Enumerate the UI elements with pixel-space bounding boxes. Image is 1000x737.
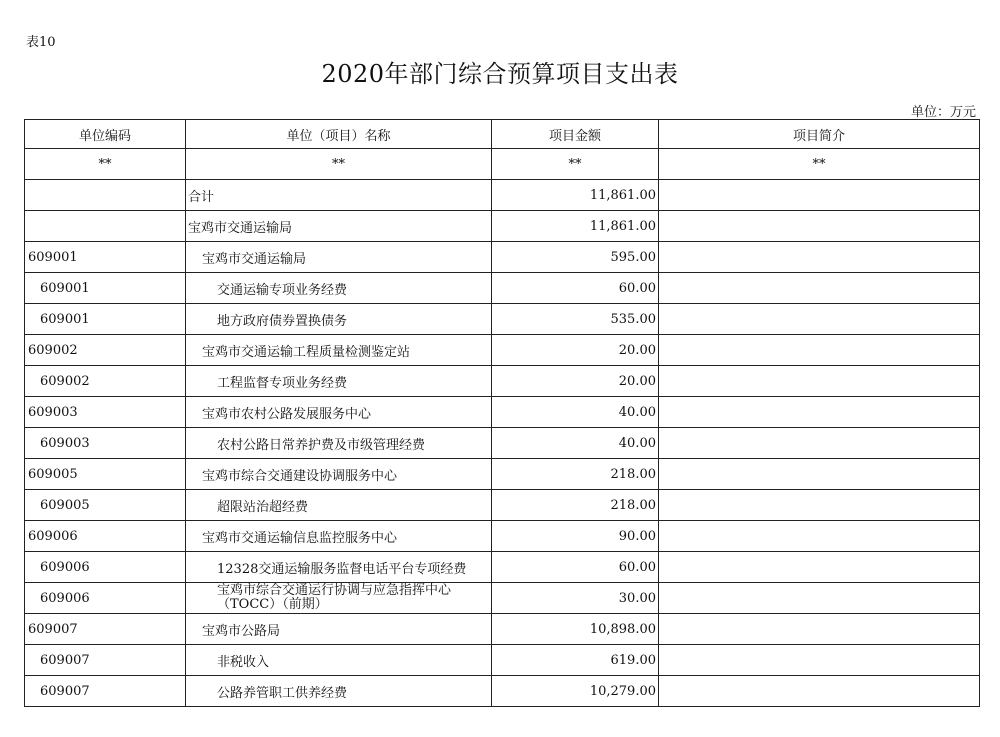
unit-name-cell: 交通运输专项业务经费 [186, 273, 492, 304]
amount-cell: 218.00 [492, 490, 659, 521]
intro-cell [659, 428, 980, 459]
unit-code-cell: 609007 [25, 645, 186, 676]
unit-name-cell: 农村公路日常养护费及市级管理经费 [186, 428, 492, 459]
intro-cell [659, 583, 980, 614]
amount-cell: 40.00 [492, 397, 659, 428]
intro-cell [659, 397, 980, 428]
unit-code-cell [25, 180, 186, 211]
header-unit-code: 单位编码 [25, 120, 186, 149]
amount-cell: 10,279.00 [492, 676, 659, 707]
unit-name-cell: 宝鸡市交通运输信息监控服务中心 [186, 521, 492, 552]
amount-cell: 40.00 [492, 428, 659, 459]
intro-cell [659, 614, 980, 645]
stars-cell: ** [25, 149, 186, 180]
table-row [25, 521, 980, 552]
intro-cell [659, 180, 980, 211]
table-row [25, 490, 980, 521]
amount-cell: 60.00 [492, 552, 659, 583]
placeholder-row [25, 149, 980, 180]
unit-code-cell: 609007 [25, 676, 186, 707]
unit-name-cell: 工程监督专项业务经费 [186, 366, 492, 397]
intro-cell [659, 335, 980, 366]
unit-code-cell: 609001 [25, 273, 186, 304]
unit-name-cell: 地方政府债券置换债务 [186, 304, 492, 335]
unit-name-cell: 超限站治超经费 [186, 490, 492, 521]
header-intro: 项目简介 [659, 120, 980, 149]
intro-cell [659, 366, 980, 397]
amount-cell: 619.00 [492, 645, 659, 676]
header-unit-name: 单位（项目）名称 [186, 120, 492, 149]
table-row [25, 583, 980, 614]
unit-code-cell: 609006 [25, 521, 186, 552]
table-row [25, 304, 980, 335]
unit-name-cell: 宝鸡市交通运输工程质量检测鉴定站 [186, 335, 492, 366]
amount-cell: 11,861.00 [492, 211, 659, 242]
amount-cell: 20.00 [492, 335, 659, 366]
table-row [25, 242, 980, 273]
unit-code-cell: 609001 [25, 242, 186, 273]
table-number: 表10 [26, 35, 56, 50]
intro-cell [659, 490, 980, 521]
intro-cell [659, 676, 980, 707]
table-row [25, 335, 980, 366]
amount-cell: 10,898.00 [492, 614, 659, 645]
stars-cell: ** [492, 149, 659, 180]
unit-code-cell: 609005 [25, 459, 186, 490]
unit-code-cell: 609001 [25, 304, 186, 335]
table-row [25, 273, 980, 304]
table-row [25, 397, 980, 428]
intro-cell [659, 304, 980, 335]
unit-code-cell: 609002 [25, 335, 186, 366]
unit-code-cell: 609006 [25, 583, 186, 614]
unit-name-cell: 合计 [186, 180, 492, 211]
intro-cell [659, 273, 980, 304]
intro-cell [659, 645, 980, 676]
amount-cell: 535.00 [492, 304, 659, 335]
table-row [25, 211, 980, 242]
header-amount: 项目金额 [492, 120, 659, 149]
amount-cell: 30.00 [492, 583, 659, 614]
intro-cell [659, 521, 980, 552]
amount-cell: 90.00 [492, 521, 659, 552]
intro-cell [659, 552, 980, 583]
header-row [25, 120, 980, 149]
table-row [25, 614, 980, 645]
unit-name-cell: 12328交通运输服务监督电话平台专项经费 [186, 552, 492, 583]
unit-name-cell: 宝鸡市交通运输局 [186, 211, 492, 242]
unit-label: 单位：万元 [910, 105, 976, 120]
unit-code-cell: 609007 [25, 614, 186, 645]
unit-code-cell [25, 211, 186, 242]
amount-cell: 20.00 [492, 366, 659, 397]
intro-cell [659, 459, 980, 490]
unit-code-cell: 609002 [25, 366, 186, 397]
table-row [25, 676, 980, 707]
unit-code-cell: 609003 [25, 428, 186, 459]
amount-cell: 60.00 [492, 273, 659, 304]
page-title: 2020年部门综合预算项目支出表 [321, 60, 679, 88]
unit-name-cell: 宝鸡市综合交通建设协调服务中心 [186, 459, 492, 490]
intro-cell [659, 211, 980, 242]
table-row [25, 428, 980, 459]
table-row [25, 366, 980, 397]
amount-cell: 11,861.00 [492, 180, 659, 211]
unit-code-cell: 609003 [25, 397, 186, 428]
amount-cell: 218.00 [492, 459, 659, 490]
unit-name-cell: 宝鸡市综合交通运行协调与应急指挥中心（TOCC）（前期） [186, 583, 492, 614]
stars-cell: ** [659, 149, 980, 180]
table-row [25, 459, 980, 490]
unit-code-cell: 609005 [25, 490, 186, 521]
stars-cell: ** [186, 149, 492, 180]
unit-name-cell: 非税收入 [186, 645, 492, 676]
table-row [25, 645, 980, 676]
budget-table [24, 119, 980, 707]
unit-code-cell: 609006 [25, 552, 186, 583]
unit-name-cell: 宝鸡市交通运输局 [186, 242, 492, 273]
amount-cell: 595.00 [492, 242, 659, 273]
table-row [25, 180, 980, 211]
unit-name-cell: 公路养管职工供养经费 [186, 676, 492, 707]
unit-name-cell: 宝鸡市农村公路发展服务中心 [186, 397, 492, 428]
unit-name-cell: 宝鸡市公路局 [186, 614, 492, 645]
intro-cell [659, 242, 980, 273]
table-row [25, 552, 980, 583]
